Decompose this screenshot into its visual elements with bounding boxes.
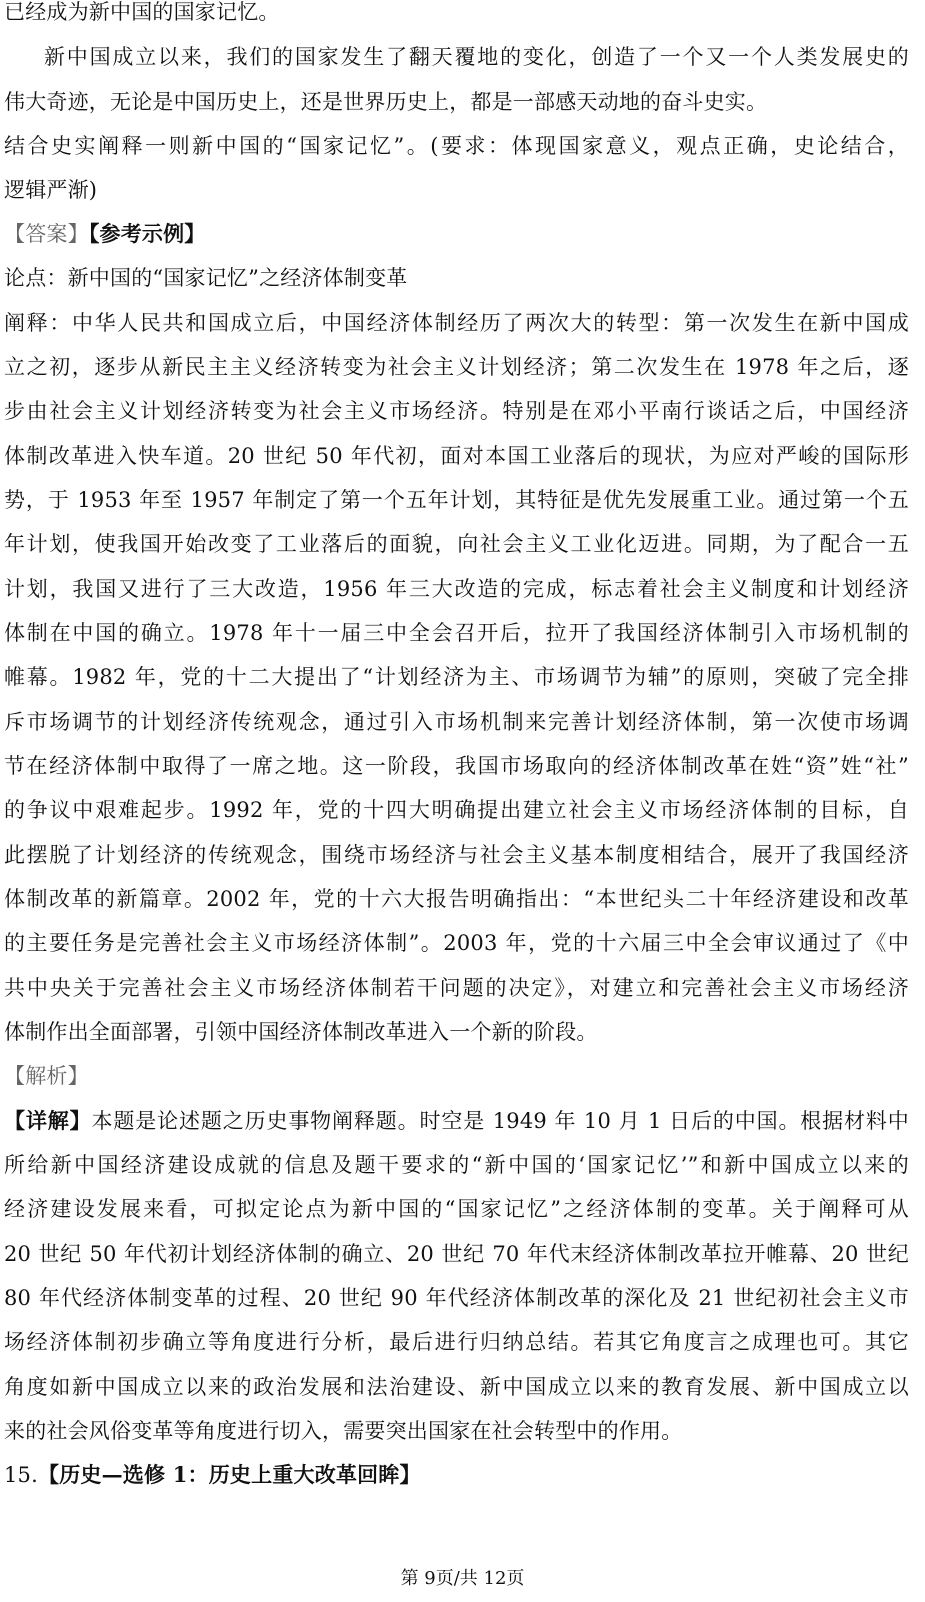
answer-line: 此摆脱了计划经济的传统观念，围绕市场经济与社会主义基本制度相结合，展开了我国经济 [4,843,909,867]
analysis-line: 经济建设发展来看，可拟定论点为新中国的“国家记忆”之经济体制的变革。关于阐释可从 [4,1197,909,1221]
answer-line: 立之初，逐步从新民主主义经济转变为社会主义计划经济；第二次发生在 1978 年之后，逐 [4,355,909,379]
question-text: 结合史实阐释一则新中国的“国家记忆”。(要求：体现国家意义，观点正确，史论结合， [4,134,909,158]
answer-line: 的主要任务是完善社会主义市场经济体制”。2003 年，党的十六届三中全会审议通过了《中 [4,931,909,955]
answer-line: 帷幕。1982 年，党的十二大提出了“计划经济为主、市场调节为辅”的原则，突破了完全排 [4,665,909,689]
analysis-label: 【解析】 [4,1064,89,1088]
answer-line: 体制改革进入快车道。20 世纪 50 年代初，面对本国工业落后的现状，为应对严峻的国际形 [4,444,909,468]
material-text: 新中国成立以来，我们的国家发生了翻天覆地的变化，创造了一个又一个人类发展史的 [44,45,909,69]
analysis-line: 所给新中国经济建设成就的信息及题干要求的“新中国的‘国家记忆’”和新中国成立以来的 [4,1153,909,1177]
analysis-line: 来的社会风俗变革等角度进行切入，需要突出国家在社会转型中的作用。 [4,1419,683,1443]
question-title: 【历史—选修 1：历史上重大改革回眸】 [38,1462,421,1487]
question-text: 逻辑严渐) [4,178,98,202]
next-question-heading [4,1460,909,1490]
answer-heading [4,219,909,249]
answer-line: 体制作出全面部署，引领中国经济体制改革进入一个新的阶段。 [4,1020,598,1044]
answer-line: 共中央关于完善社会主义市场经济体制若干问题的决定》，对建立和完善社会主义市场经济 [4,976,909,1000]
answer-line: 体制在中国的确立。1978 年十一届三中全会召开后，拉开了我国经济体制引入市场机制的 [4,621,909,645]
answer-line: 步由社会主义计划经济转变为社会主义市场经济。特别是在邓小平南行谈话之后，中国经济 [4,399,909,423]
answer-line: 年计划，使我国开始改变了工业落后的面貌，向社会主义工业化迈进。同期，为了配合一五 [4,532,909,556]
answer-line: 势，于 1953 年至 1957 年制定了第一个五年计划，其特征是优先发展重工业。通过第一个五 [4,488,909,512]
material-text: 伟大奇迹，无论是中国历史上，还是世界历史上，都是一部感天动地的奋斗史实。 [4,90,768,114]
analysis-line: 场经济体制初步确立等角度进行分析，最后进行归纳总结。若其它角度言之成理也可。其它 [4,1330,909,1354]
answer-thesis: 论点：新中国的“国家记忆”之经济体制变革 [4,266,408,290]
answer-line: 节在经济体制中取得了一席之地。这一阶段，我国市场取向的经济体制改革在姓“资”姓“社” [4,754,909,778]
analysis-line: 角度如新中国成立以来的政治发展和法治建设、新中国成立以来的教育发展、新中国成立以 [4,1375,909,1399]
answer-line: 阐释：中华人民共和国成立后，中国经济体制经历了两次大的转型：第一次发生在新中国成 [4,311,909,335]
answer-label: 【答案】 [4,222,89,246]
analysis-line: 20 世纪 50 年代初计划经济体制的确立、20 世纪 70 年代末经济体制改革拉开帷幕、20 世纪 [4,1242,909,1266]
answer-line: 体制改革的新篇章。2002 年，党的十六大报告明确指出：“本世纪头二十年经济建设和改革 [4,887,909,911]
detail-label: 【详解】 [4,1108,92,1133]
answer-line: 计划，我国又进行了三大改造，1956 年三大改造的完成，标志着社会主义制度和计划经济 [4,577,909,601]
material-text: 已经成为新中国的国家记忆。 [4,0,280,24]
answer-line: 斥市场调节的计划经济传统观念，通过引入市场机制来完善计划经济体制，第一次使市场调 [4,710,909,734]
answer-line: 的争议中艰难起步。1992 年，党的十四大明确提出建立社会主义市场经济体制的目标，自 [4,798,909,822]
analysis-line [4,1106,909,1136]
analysis-text: 本题是论述题之历史事物阐释题。时空是 1949 年 10 月 1 日后的中国。根据材料中 [91,1109,909,1133]
reference-example-tag: 【参考示例】 [88,221,206,246]
analysis-line: 80 年代经济体制变革的过程、20 世纪 90 年代经济体制改革的深化及 21 世纪初社会主义市 [4,1286,909,1310]
question-number: 15. [4,1463,38,1487]
page-number: 第 9页/共 12页 [400,1568,525,1589]
